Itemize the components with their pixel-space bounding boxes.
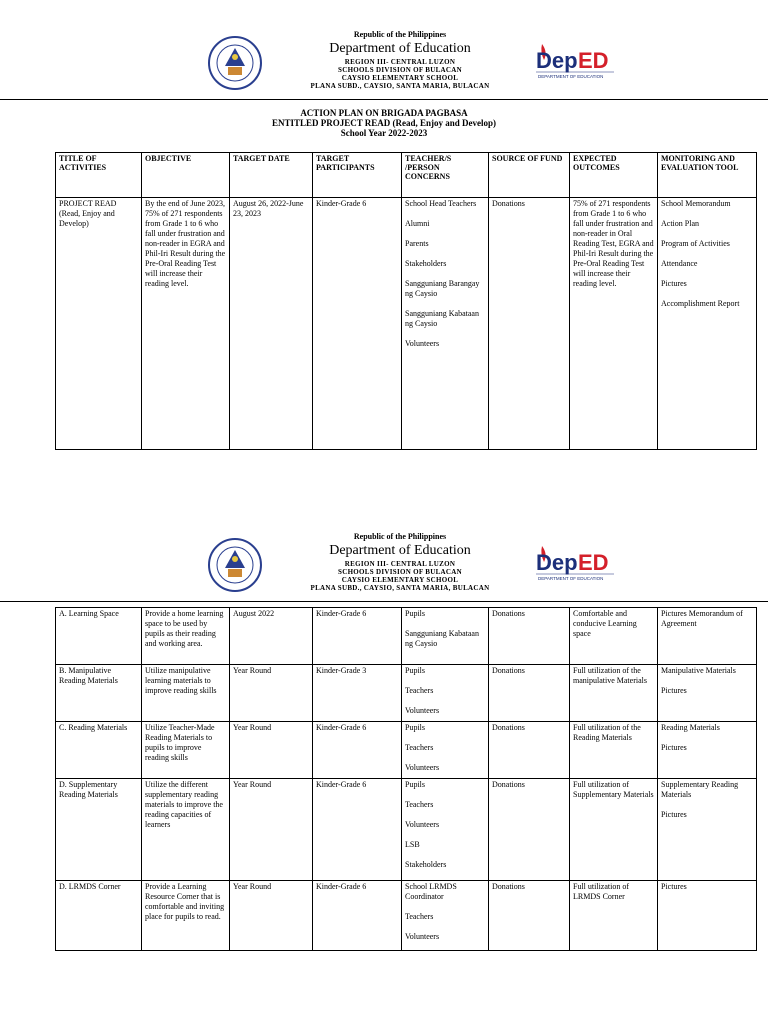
- fund-cell: Donations: [489, 608, 570, 665]
- department-label: Department of Education: [329, 543, 471, 558]
- date-cell: Year Round: [230, 779, 313, 881]
- persons-cell: [402, 198, 489, 450]
- date-cell: Year Round: [230, 722, 313, 779]
- tool-item: Reading Materials: [661, 723, 720, 732]
- republic-label: Republic of the Philippines: [353, 532, 447, 541]
- fund-cell: Donations: [489, 665, 570, 722]
- region-label: REGION III- CENTRAL LUZON: [344, 58, 456, 66]
- date-cell: Year Round: [230, 881, 313, 951]
- tool-item: Pictures: [661, 686, 687, 695]
- plan-title: [200, 108, 568, 138]
- address-label: PLANA SUBD., CAYSIO, SANTA MARIA, BULACAN: [310, 584, 490, 592]
- fund-cell: Donations: [489, 722, 570, 779]
- tools-cell: Pictures: [658, 881, 757, 951]
- svg-text:ED: ED: [578, 550, 609, 575]
- title-line-1: ACTION PLAN ON BRIGADA PAGBASA: [300, 108, 468, 118]
- table-row: [56, 198, 757, 450]
- deped-logo-icon: [534, 540, 616, 584]
- letterhead-2: [0, 502, 768, 600]
- deped-logo-icon: [534, 38, 616, 82]
- person-item: Teachers: [405, 743, 434, 752]
- school-label: CAYSIO ELEMENTARY SCHOOL: [341, 576, 459, 584]
- person-item: Pupils: [405, 723, 426, 732]
- table-row: [56, 779, 757, 881]
- persons-cell: [402, 722, 489, 779]
- activity-cell: D. LRMDS Corner: [56, 881, 142, 951]
- person-item: School LRMDS Coordinator: [405, 882, 457, 901]
- table-row: [56, 722, 757, 779]
- table-row: [56, 881, 757, 951]
- tools-cell: [658, 665, 757, 722]
- participants-cell: Kinder-Grade 6: [313, 608, 402, 665]
- tool-item: Manipulative Materials: [661, 666, 736, 675]
- tools-cell: Pictures Memorandum of Agreement: [658, 608, 757, 665]
- objective-cell: Provide a home learning space to be used by pupils as their reading and working area.: [142, 608, 230, 665]
- tool-item: Pictures: [661, 810, 687, 819]
- table-row: [56, 665, 757, 722]
- school-label: CAYSIO ELEMENTARY SCHOOL: [341, 74, 459, 82]
- activity-cell: A. Learning Space: [56, 608, 142, 665]
- person-item: Stakeholders: [405, 860, 447, 869]
- person-item: Volunteers: [405, 763, 440, 772]
- person-item: Stakeholders: [405, 259, 447, 268]
- division-label: SCHOOLS DIVISION OF BULACAN: [338, 66, 462, 74]
- action-plan-table-2: [55, 607, 757, 951]
- tool-item: Program of Activities: [661, 239, 730, 248]
- person-item: Alumni: [405, 219, 430, 228]
- activity-cell: PROJECT READ (Read, Enjoy and Develop): [56, 198, 142, 450]
- person-item: Parents: [405, 239, 429, 248]
- date-cell: Year Round: [230, 665, 313, 722]
- tools-cell: [658, 198, 757, 450]
- header-row: [56, 153, 757, 198]
- person-item: Teachers: [405, 686, 434, 695]
- action-plan-table-1: [55, 152, 757, 450]
- col-header: TARGET PARTICIPANTS: [313, 153, 402, 198]
- participants-cell: Kinder-Grade 6: [313, 779, 402, 881]
- tool-item: Action Plan: [661, 219, 699, 228]
- objective-cell: Utilize manipulative learning materials to improve reading skills: [142, 665, 230, 722]
- address-label: PLANA SUBD., CAYSIO, SANTA MARIA, BULACAN: [310, 82, 490, 90]
- col-header: SOURCE OF FUND: [489, 153, 570, 198]
- fund-cell: Donations: [489, 881, 570, 951]
- date-cell: August 2022: [230, 608, 313, 665]
- header-divider-1: [0, 99, 768, 100]
- svg-text:DEPARTMENT OF EDUCATION: DEPARTMENT OF EDUCATION: [538, 576, 604, 581]
- person-item: Volunteers: [405, 706, 440, 715]
- outcome-cell: 75% of 271 respondents from Grade 1 to 6 who fall under frustration and non-reader in Oral Reading Test, EGRA and Phil-Iri Result during the Pre-Oral Reading Test will increase their reading level.: [570, 198, 658, 450]
- tool-item: Pictures: [661, 279, 687, 288]
- header-divider-2: [0, 601, 768, 602]
- outcome-cell: Comfortable and conducive Learning space: [570, 608, 658, 665]
- svg-text:DEPARTMENT OF EDUCATION: DEPARTMENT OF EDUCATION: [538, 74, 604, 79]
- tool-item: Supplementary Reading Materials: [661, 780, 739, 799]
- tool-item: Pictures: [661, 743, 687, 752]
- person-item: Volunteers: [405, 932, 440, 941]
- svg-text:ED: ED: [578, 48, 609, 73]
- date-cell: August 26, 2022-June 23, 2023: [230, 198, 313, 450]
- person-item: Sangguniang Barangay ng Caysio: [405, 279, 480, 298]
- tool-item: Accomplishment Report: [661, 299, 740, 308]
- participants-cell: Kinder-Grade 6: [313, 722, 402, 779]
- participants-cell: Kinder-Grade 6: [313, 198, 402, 450]
- outcome-cell: Full utilization of LRMDS Corner: [570, 881, 658, 951]
- republic-label: Republic of the Philippines: [353, 30, 447, 39]
- person-item: Sangguniang Kabataan ng Caysio: [405, 309, 479, 328]
- person-item: Pupils: [405, 780, 426, 789]
- person-item: Pupils: [405, 666, 426, 675]
- activity-cell: D. Supplementary Reading Materials: [56, 779, 142, 881]
- col-header: TARGET DATE: [230, 153, 313, 198]
- svg-text:Dep: Dep: [536, 550, 578, 575]
- objective-cell: By the end of June 2023, 75% of 271 respondents from Grade 1 to 6 who fall under frustration and non-reader in EGRA and Phil-Iri Result during the Pre-Oral Reading Test will increase their reading level.: [142, 198, 230, 450]
- person-item: LSB: [405, 840, 420, 849]
- person-item: School Head Teachers: [405, 199, 477, 208]
- col-header: MONITORING AND EVALUATION TOOL: [658, 153, 757, 198]
- tools-cell: [658, 779, 757, 881]
- fund-cell: Donations: [489, 198, 570, 450]
- division-label: SCHOOLS DIVISION OF BULACAN: [338, 568, 462, 576]
- col-header: TEACHER/S /PERSON CONCERNS: [402, 153, 489, 198]
- objective-cell: Provide a Learning Resource Corner that is comfortable and inviting place for pupils to read.: [142, 881, 230, 951]
- activity-cell: B. Manipulative Reading Materials: [56, 665, 142, 722]
- objective-cell: Utilize Teacher-Made Reading Materials to pupils to improve reading skills: [142, 722, 230, 779]
- department-label: Department of Education: [329, 41, 471, 56]
- participants-cell: Kinder-Grade 3: [313, 665, 402, 722]
- col-header: EXPECTED OUTCOMES: [570, 153, 658, 198]
- persons-cell: [402, 881, 489, 951]
- objective-cell: Utilize the different supplementary reading materials to improve the reading capacities of learners: [142, 779, 230, 881]
- person-item: Teachers: [405, 912, 434, 921]
- letterhead-text: [250, 532, 550, 592]
- letterhead-text: [250, 30, 550, 90]
- region-label: REGION III- CENTRAL LUZON: [344, 560, 456, 568]
- tools-cell: [658, 722, 757, 779]
- participants-cell: Kinder-Grade 6: [313, 881, 402, 951]
- person-item: Pupils: [405, 609, 426, 618]
- col-header: OBJECTIVE: [142, 153, 230, 198]
- title-line-3: School Year 2022-2023: [340, 128, 428, 138]
- svg-text:Dep: Dep: [536, 48, 578, 73]
- outcome-cell: Full utilization of the Reading Materials: [570, 722, 658, 779]
- person-item: Volunteers: [405, 820, 440, 829]
- outcome-cell: Full utilization of the manipulative Materials: [570, 665, 658, 722]
- person-item: Teachers: [405, 800, 434, 809]
- title-line-2: ENTITLED PROJECT READ (Read, Enjoy and Develop): [271, 118, 497, 128]
- table-row: [56, 608, 757, 665]
- tool-item: School Memorandum: [661, 199, 731, 208]
- persons-cell: [402, 779, 489, 881]
- col-header: TITLE OF ACTIVITIES: [56, 153, 142, 198]
- persons-cell: [402, 665, 489, 722]
- fund-cell: Donations: [489, 779, 570, 881]
- person-item: Volunteers: [405, 339, 440, 348]
- person-item: Sangguniang Kabataan ng Caysio: [405, 629, 479, 648]
- persons-cell: [402, 608, 489, 665]
- outcome-cell: Full utilization of Supplementary Materials: [570, 779, 658, 881]
- activity-cell: C. Reading Materials: [56, 722, 142, 779]
- tool-item: Attendance: [661, 259, 698, 268]
- letterhead-1: [0, 0, 768, 98]
